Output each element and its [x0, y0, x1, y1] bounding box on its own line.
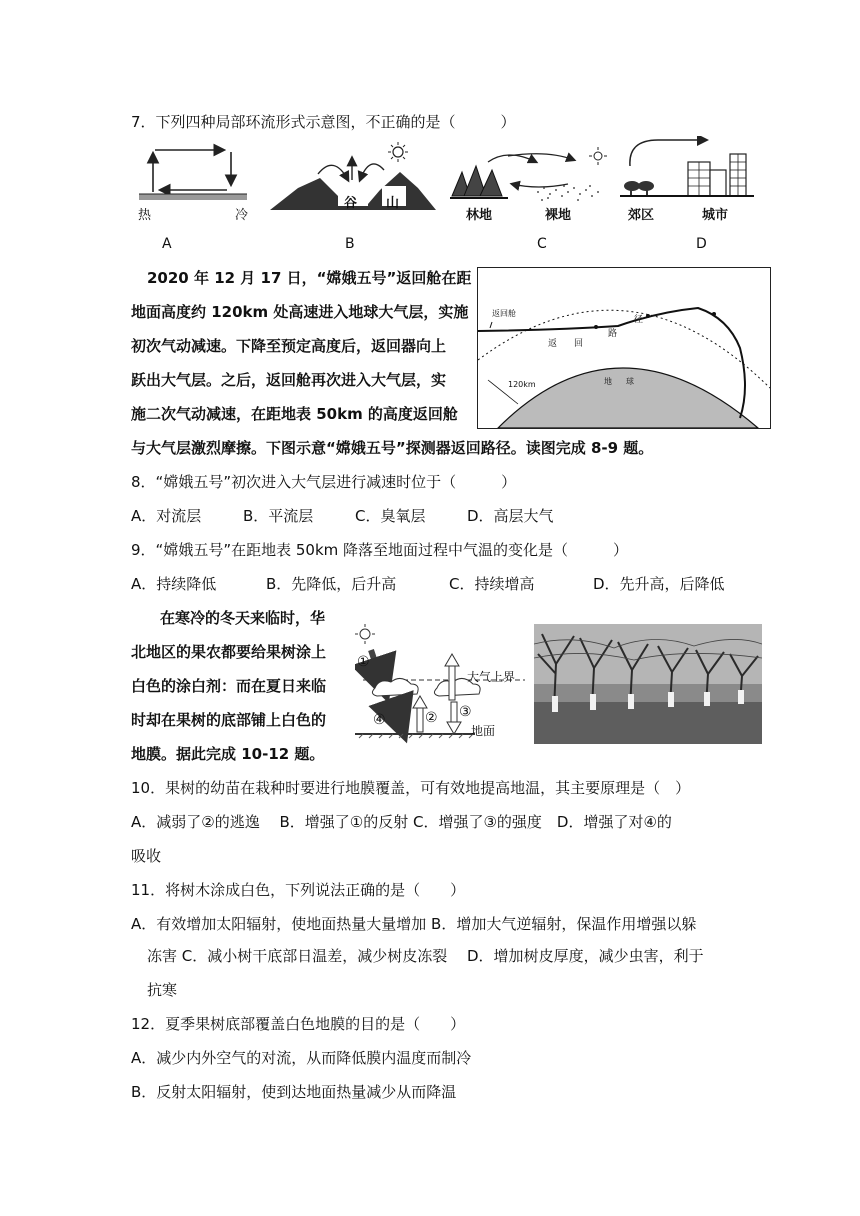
path-label-1: 返	[548, 339, 558, 349]
radiation-label-4: ④	[373, 712, 386, 728]
q9-stem: 9．“嫦娥五号”在距地表 50km 降落至地面过程中气温的变化是（ ）	[131, 541, 629, 559]
fig-a-letter: A	[162, 236, 172, 252]
return-path-figure	[477, 267, 771, 429]
radiation-label-1: ①	[357, 654, 370, 670]
path-label-2: 回	[574, 339, 584, 349]
q12-stem: 12．夏季果树底部覆盖白色地膜的目的是（ ）	[131, 1015, 466, 1033]
passage1-line-6: 与大气层激烈摩擦。下图示意“嫦娥五号”探测器返回路径。读图完成 8-9 题。	[131, 439, 654, 457]
passage1-line-5: 施二次气动减速，在距地表 50km 的高度返回舱	[131, 405, 458, 423]
fig-a-cold-label: 冷	[235, 208, 249, 223]
radiation-label-2: ②	[425, 710, 438, 726]
altitude-label: 120km	[508, 380, 536, 389]
q8-option-c: C．臭氧层	[355, 507, 426, 525]
passage1-line-1: 2020 年 12 月 17 日，“嫦娥五号”返回舱在距	[147, 269, 472, 287]
q10-options-line-1: A．减弱了②的逃逸 B．增强了①的反射 C．增强了③的强度 D．增强了对④的	[131, 813, 672, 831]
earth-label-2: 球	[626, 377, 634, 386]
q12-option-b: B．反射太阳辐射，使到达地面热量减少从而降温	[131, 1083, 457, 1101]
q9-option-c: C．持续增高	[449, 575, 535, 593]
q8-option-a: A．对流层	[131, 507, 202, 525]
q11-options-line-2: 冻害 C．减小树干底部日温差，减少树皮冻裂 D．增加树皮厚度，减少虫害，利于	[147, 947, 704, 965]
q11-options-line-3: 抗寒	[147, 981, 178, 999]
fig-b-mountain-label: 山	[386, 196, 400, 211]
q11-options-line-1: A．有效增加太阳辐射，使地面热量大量增加 B．增加大气逆辐射，保温作用增强以躲	[131, 915, 697, 933]
passage1-line-2: 地面高度约 120km 处高速进入地球大气层，实施	[131, 303, 469, 321]
passage2-line-2: 北地区的果农都要给果树涂上	[131, 643, 327, 661]
figure-d-urban-heat-island	[618, 136, 758, 202]
fig-b-valley-label: 谷	[344, 196, 358, 211]
atmosphere-top-label: 大气上界	[467, 670, 516, 684]
fig-d-letter: D	[696, 236, 707, 252]
fig-d-suburb-label: 郊区	[628, 208, 655, 223]
fig-c-bare-label: 裸地	[545, 208, 572, 223]
fig-c-forest-label: 林地	[466, 208, 493, 223]
passage1-line-4: 跃出大气层。之后，返回舱再次进入大气层，实	[131, 371, 447, 389]
figure-c-forest-breeze	[448, 144, 608, 204]
q7-stem: 7．下列四种局部环流形式示意图，不正确的是（ ）	[131, 113, 516, 131]
ground-label: 地面	[471, 724, 496, 738]
passage2-line-4: 时却在果树的底部铺上白色的	[131, 711, 327, 729]
q9-option-d: D．先升高，后降低	[593, 575, 725, 593]
q10-stem: 10．果树的幼苗在栽种时要进行地膜覆盖，可有效地提高地温，其主要原理是（ ）	[131, 779, 691, 797]
q8-option-d: D．高层大气	[467, 507, 554, 525]
fig-c-letter: C	[537, 236, 547, 252]
q8-option-b: B．平流层	[243, 507, 314, 525]
radiation-figure	[355, 622, 530, 744]
path-label-3: 路	[608, 329, 618, 339]
passage2-line-5: 地膜。据此完成 10-12 题。	[131, 745, 325, 763]
passage1-line-3: 初次气动减速。下降至预定高度后，返回器向上	[131, 337, 447, 355]
path-label-4: 径	[634, 315, 644, 325]
q9-option-b: B．先降低，后升高	[266, 575, 397, 593]
q9-option-a: A．持续降低	[131, 575, 217, 593]
q11-stem: 11．将树木涂成白色，下列说法正确的是（ ）	[131, 881, 466, 899]
passage2-line-1: 在寒冷的冬天来临时，华	[160, 609, 326, 627]
radiation-label-3: ③	[459, 704, 472, 720]
capsule-label: 返回舱	[492, 309, 516, 318]
fig-a-hot-label: 热	[138, 208, 152, 223]
passage2-line-3: 白色的涂白剂：而在夏日来临	[131, 677, 327, 695]
q8-stem: 8．“嫦娥五号”初次进入大气层进行减速时位于（ ）	[131, 473, 517, 491]
earth-label-1: 地	[604, 377, 612, 386]
q12-option-a: A．减少内外空气的对流，从而降低膜内温度而制冷	[131, 1049, 472, 1067]
q10-options-line-2: 吸收	[131, 847, 162, 865]
orchard-photo	[534, 624, 762, 744]
fig-d-city-label: 城市	[702, 208, 729, 223]
fig-b-letter: B	[345, 236, 355, 252]
